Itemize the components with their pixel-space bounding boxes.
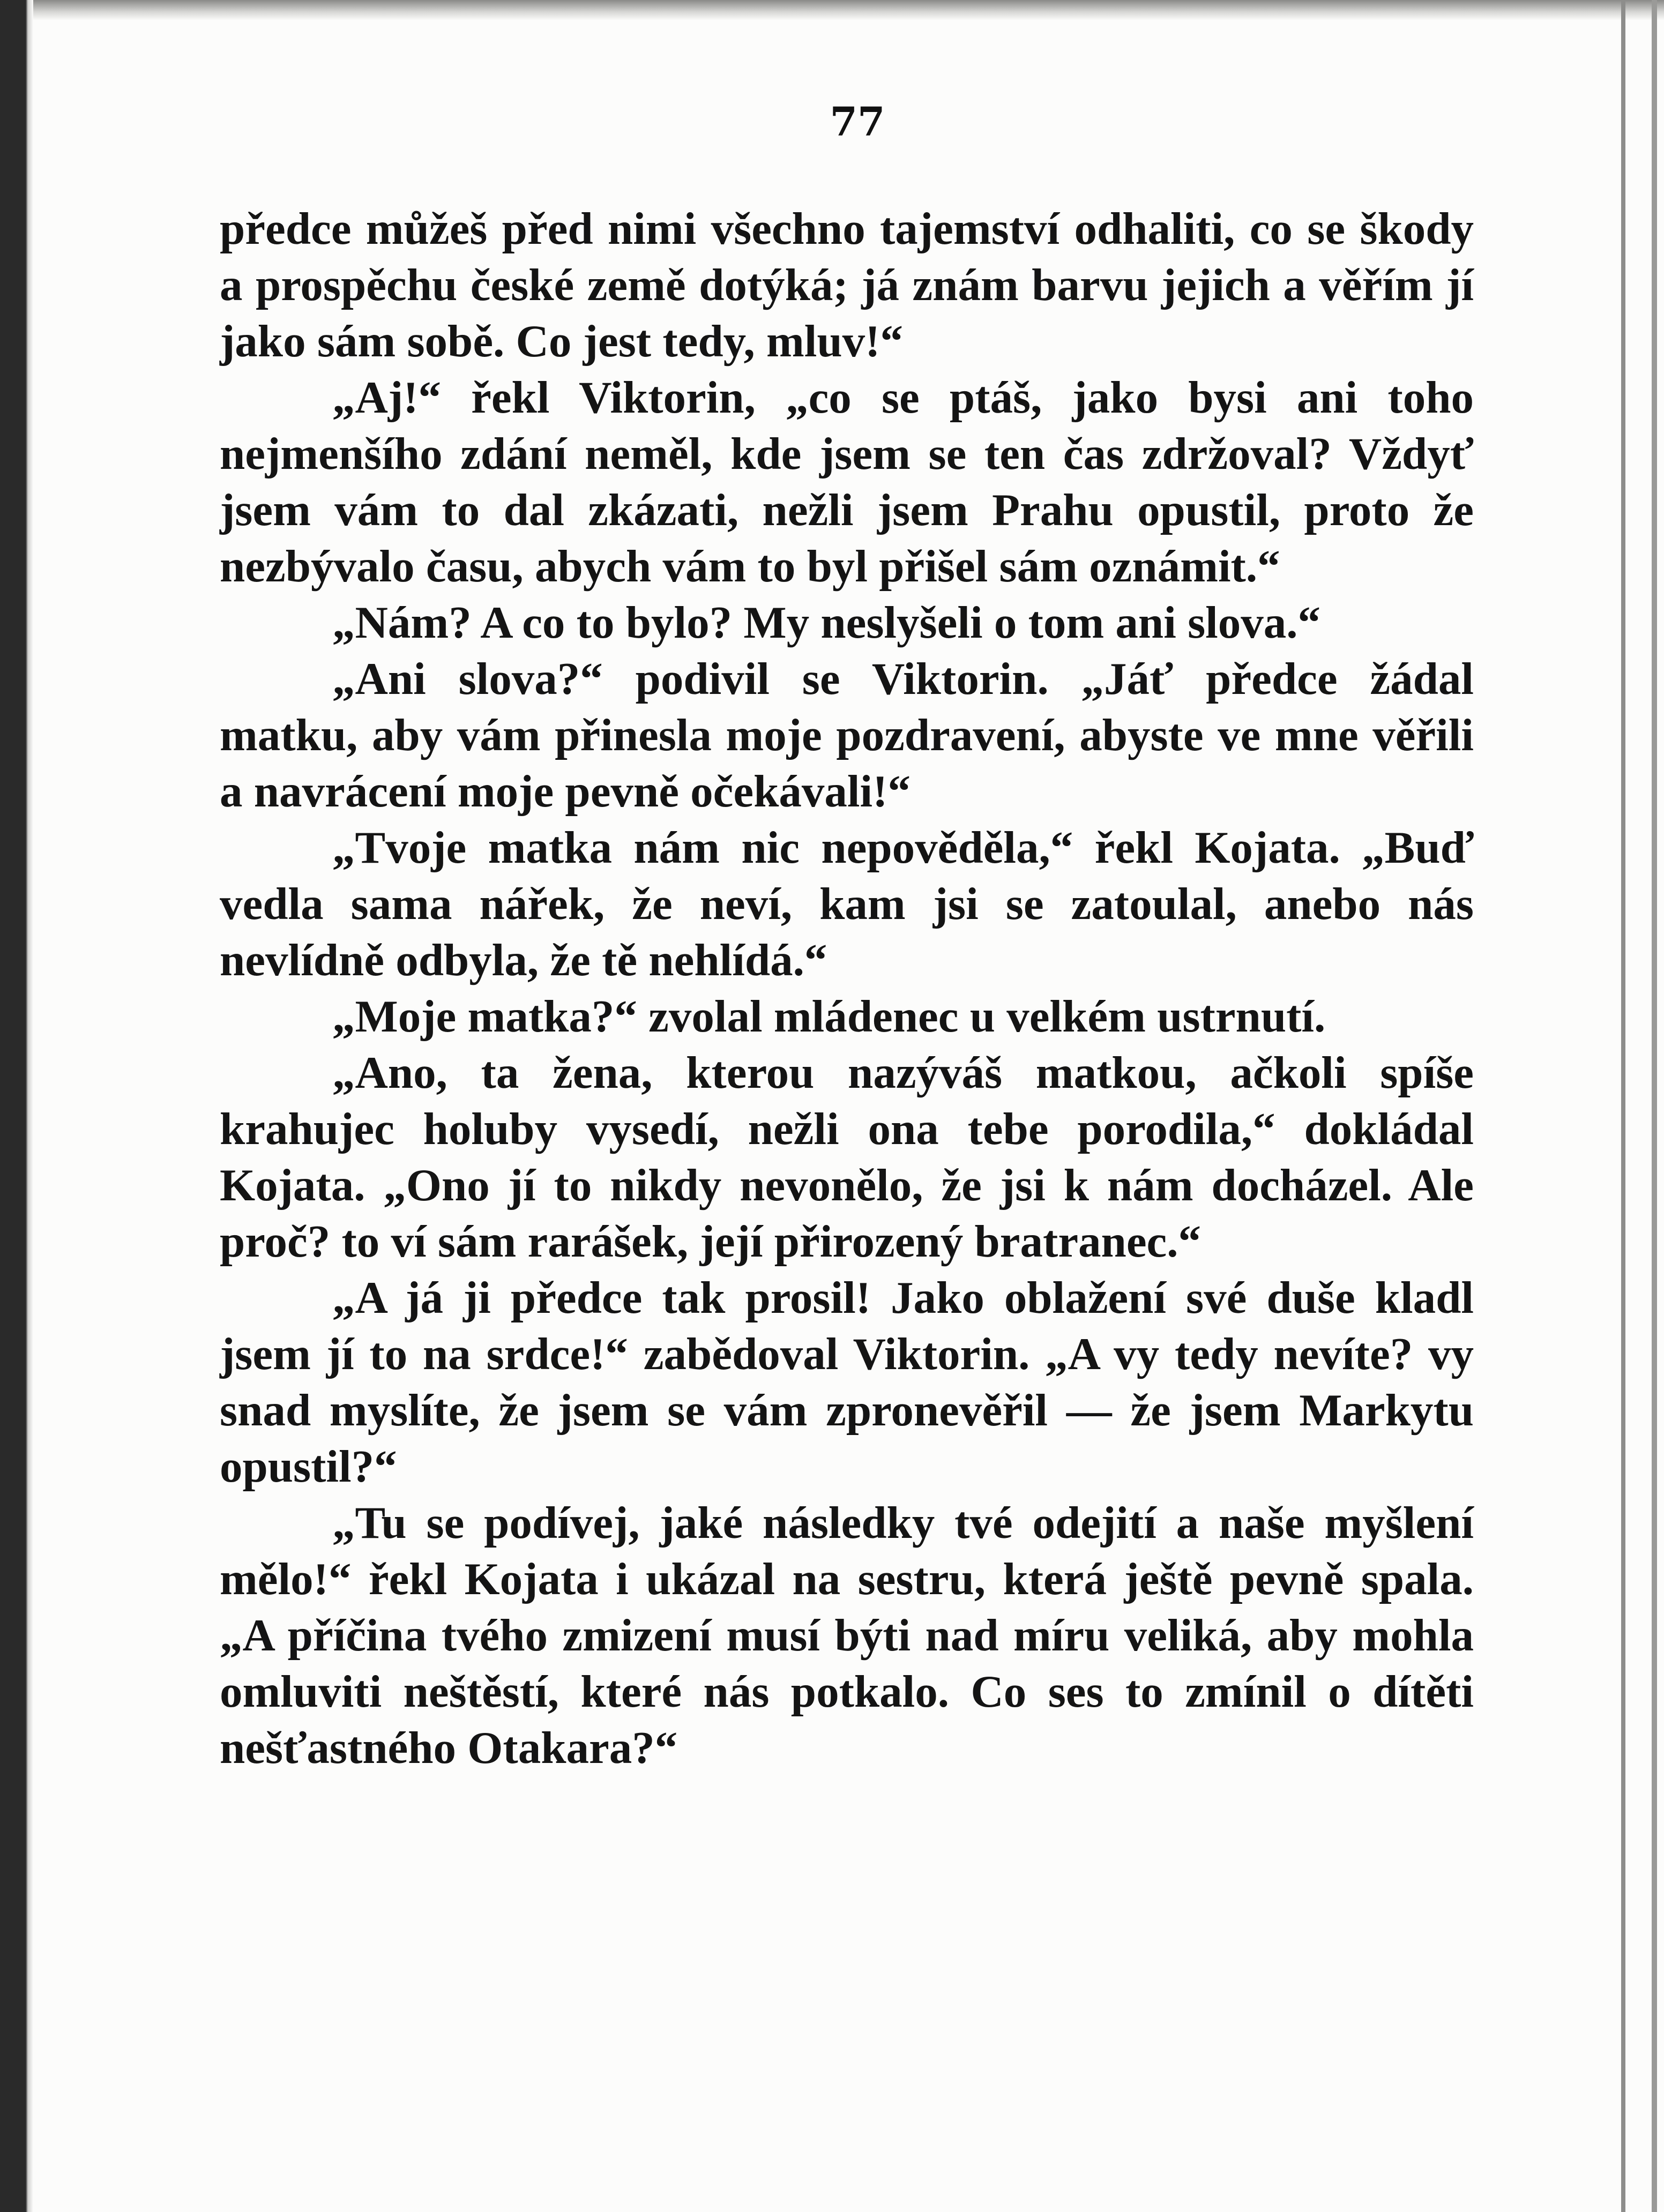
paragraph: „Tu se podívej, jaké následky tvé odejití a naše myšlení mělo!“ řekl Kojata i ukázal na sestru, která ještě pevně spala. „A příčina tvého zmizení musí býti nad míru veliká, aby mohla omluviti neštěstí, které nás potkalo. Co ses to zmínil o dítěti nešťastného Otakara?“ [220, 1498, 1474, 1773]
scan-top-shadow [0, 0, 1664, 20]
paragraph: předce můžeš před nimi všechno tajemství odhaliti, co se škody a prospěchu české země dotýká; já znám barvu jejich a věřím jí jako sám sobě. Co jest tedy, mluv!“ [220, 204, 1474, 367]
scan-right-edge-line [1621, 0, 1625, 2212]
scan-left-border [0, 0, 33, 2212]
paragraph: „Tvoje matka nám nic nepověděla,“ řekl Kojata. „Buď vedla sama nářek, že neví, kam jsi se zatoulal, anebo nás nevlídně odbyla, že tě nehlídá.“ [220, 823, 1474, 985]
paragraph: „A já ji předce tak prosil! Jako oblažení své duše kladl jsem jí to na srdce!“ zabědoval Viktorin. „A vy tedy nevíte? vy snad myslíte, že jsem se vám zpronevěřil — že jsem Markytu opustil?“ [220, 1273, 1474, 1492]
paragraph: „Nám? A co to bylo? My neslyšeli o tom ani slova.“ [332, 597, 1321, 648]
body-text [220, 201, 1474, 1776]
paragraph: „Ano, ta žena, kterou nazýváš matkou, ačkoli spíše krahujec holuby vysedí, nežli ona tebe porodila,“ dokládal Kojata. „Ono jí to nikdy nevonělo, že jsi k nám docházel. Ale proč? to ví sám rarášek, její přirozený bratranec.“ [220, 1048, 1474, 1267]
paragraph: „Aj!“ řekl Viktorin, „co se ptáš, jako bysi ani toho nejmenšího zdání neměl, kde jsem se ten čas zdržoval? Vždyť jsem vám to dal zkázati, nežli jsem Prahu opustil, proto že nezbývalo času, abych vám to byl přišel sám oznámit.“ [220, 372, 1474, 592]
paragraph: „Ani slova?“ podivil se Viktorin. „Jáť předce žádal matku, aby vám přinesla moje pozdravení, abyste ve mne věřili a navrácení moje pevně očekávali!“ [220, 654, 1474, 817]
paragraph: „Moje matka?“ zvolal mládenec u velkém ustrnutí. [332, 991, 1326, 1042]
scan-right-edge-line-outer [1652, 0, 1657, 2212]
page-number: 77 [830, 99, 885, 145]
